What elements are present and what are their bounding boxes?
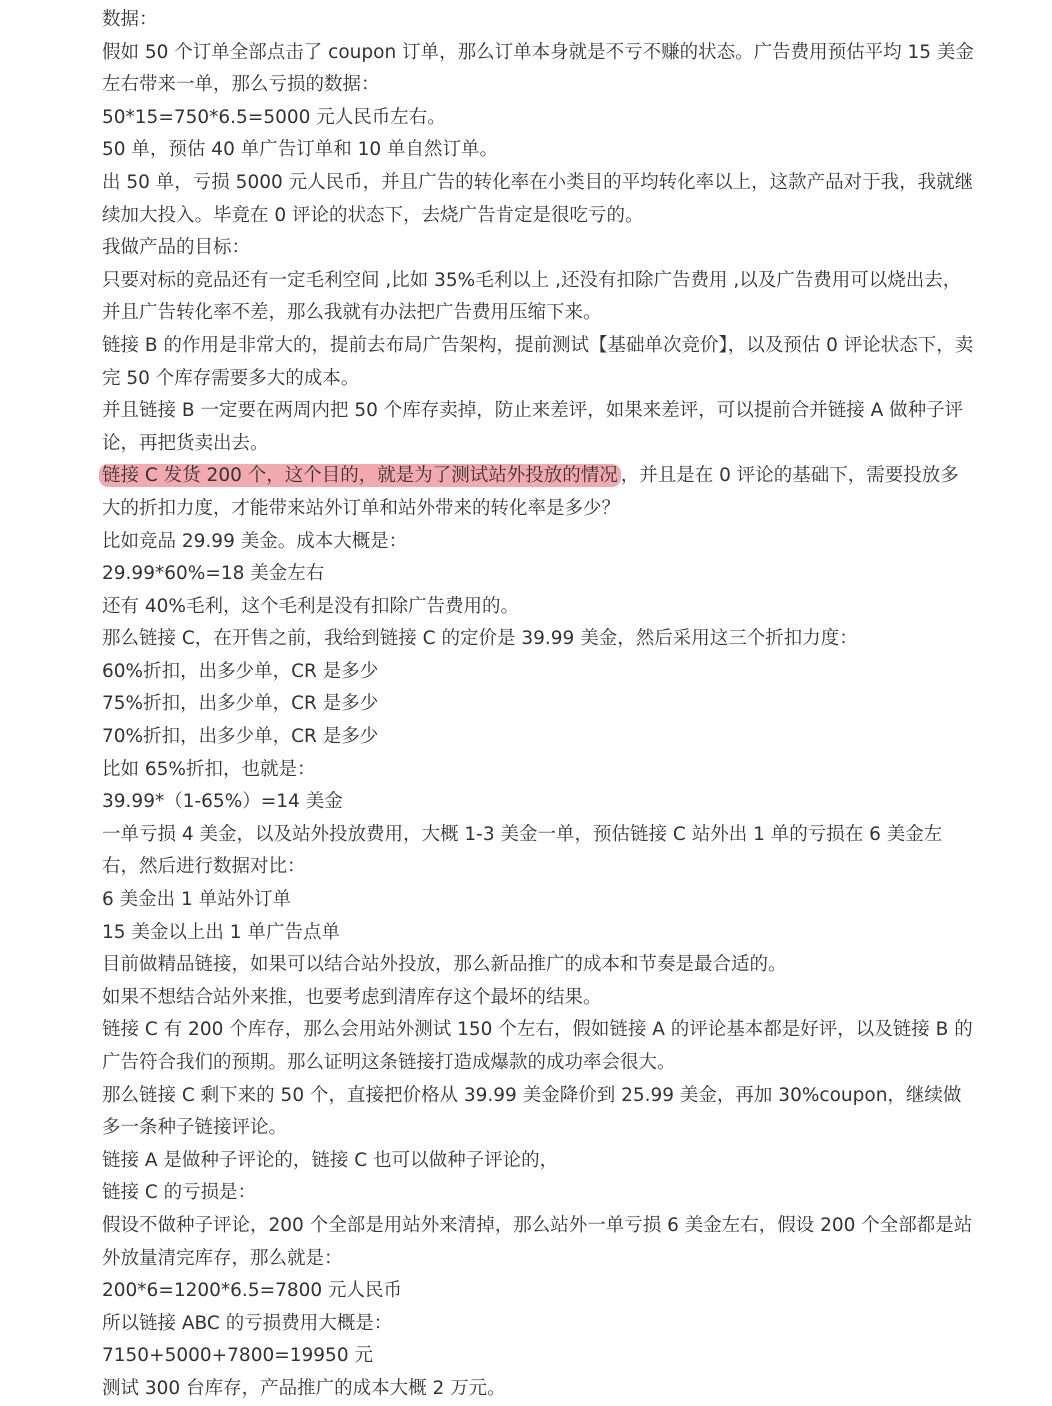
paragraph: 比如竞品 29.99 美金。成本大概是： — [102, 530, 408, 552]
paragraph: 200*6=1200*6.5=7800 元人民币 — [102, 1280, 403, 1302]
section-heading: 我做产品的目标： — [102, 237, 251, 259]
paragraph: 链接 A 是做种子评论的，链接 C 也可以做种子评论的， — [102, 1149, 559, 1171]
paragraph: 15 美金以上出 1 单广告点单 — [102, 921, 340, 943]
paragraph: 链接 C 有 200 个库存，那么会用站外测试 150 个左右，假如链接 A 的评论基本都是好评，以及链接 B 的广告符合我们的预期。那么证明这条链接打造成爆款的成功率会很大。 — [102, 1019, 973, 1073]
paragraph: 假设不做种子评论，200 个全部是用站外来清掉，那么站外一单亏损 6 美金左右，假设 200 个全部都是站外放量清完库存，那么就是： — [102, 1214, 973, 1269]
paragraph: 只要对标的竞品还有一定毛利空间 ,比如 35%毛利以上 ,还没有扣除广告费用 ,以及广告费用可以烧出去，并且广告转化率不差，那么我就有办法把广告费用压缩下来。 — [102, 269, 962, 324]
paragraph: 7150+5000+7800=19950 元 — [102, 1345, 373, 1367]
paragraph: 比如 65%折扣，也就是： — [102, 758, 316, 780]
paragraph: 70%折扣，出多少单，CR 是多少 — [102, 726, 379, 748]
paragraph: 假如 50 个订单全部点击了 coupon 订单，那么订单本身就是不亏不赚的状态。广告费用预估平均 15 美金左右带来一单，那么亏损的数据： — [102, 41, 974, 96]
article-body — [102, 4, 974, 1406]
paragraph-rest: ，并且是在 0 评论的基础下，需要投放多大的折扣力度，才能带来站外订单和站外带来的转化率是多少？ — [102, 465, 959, 519]
paragraph: 50 单，预估 40 单广告订单和 10 单自然订单。 — [102, 139, 499, 161]
paragraph: 并且链接 B 一定要在两周内把 50 个库存卖掉，防止来差评，如果来差评，可以提前合并链接 A 做种子评论，再把货卖出去。 — [102, 400, 964, 454]
paragraph: 出 50 单，亏损 5000 元人民币，并且广告的转化率在小类目的平均转化率以上，这款产品对于我，我就继续加大投入。毕竟在 0 评论的状态下，去烧广告肯定是很吃亏的。 — [102, 171, 974, 226]
paragraph: 测试 300 台库存，产品推广的成本大概 2 万元。 — [102, 1377, 506, 1399]
paragraph: 还有 40%毛利，这个毛利是没有扣除广告费用的。 — [102, 595, 520, 617]
highlight-mark: 链接 C 发货 200 个，这个目的，就是为了测试站外投放的情况 — [99, 464, 621, 487]
paragraph: 链接 B 的作用是非常大的，提前去布局广告架构，提前测试【基础单次竞价】，以及预估 0 评论状态下，卖完 50 个库存需要多大的成本。 — [102, 334, 974, 389]
paragraph: 一单亏损 4 美金，以及站外投放费用，大概 1-3 美金一单，预估链接 C 站外出 1 单的亏损在 6 美金左右，然后进行数据对比： — [102, 823, 943, 878]
paragraph: 60%折扣，出多少单，CR 是多少 — [102, 660, 379, 682]
paragraph: 目前做精品链接，如果可以结合站外投放，那么新品推广的成本和节奏是最合适的。 — [102, 954, 787, 976]
paragraph: 所以链接 ABC 的亏损费用大概是： — [102, 1312, 393, 1334]
paragraph: 那么链接 C，在开售之前，我给到链接 C 的定价是 39.99 美金，然后采用这三个折扣力度： — [102, 628, 858, 650]
paragraph: 如果不想结合站外来推，也要考虑到清库存这个最坏的结果。 — [102, 986, 602, 1008]
paragraph: 75%折扣，出多少单，CR 是多少 — [102, 693, 379, 715]
paragraph: 6 美金出 1 单站外订单 — [102, 889, 292, 911]
paragraph: 那么链接 C 剩下来的 50 个，直接把价格从 39.99 美金降价到 25.99 美金，再加 30%coupon，继续做多一条种子链接评论。 — [102, 1084, 962, 1139]
paragraph: 39.99*（1-65%）=14 美金 — [102, 791, 343, 813]
highlighted-paragraph — [102, 460, 974, 525]
paragraph: 50*15=750*6.5=5000 元人民币左右。 — [102, 106, 446, 128]
paragraph: 29.99*60%=18 美金左右 — [102, 563, 325, 585]
paragraph: 数据： — [102, 9, 158, 30]
paragraph: 链接 C 的亏损是： — [102, 1182, 257, 1204]
